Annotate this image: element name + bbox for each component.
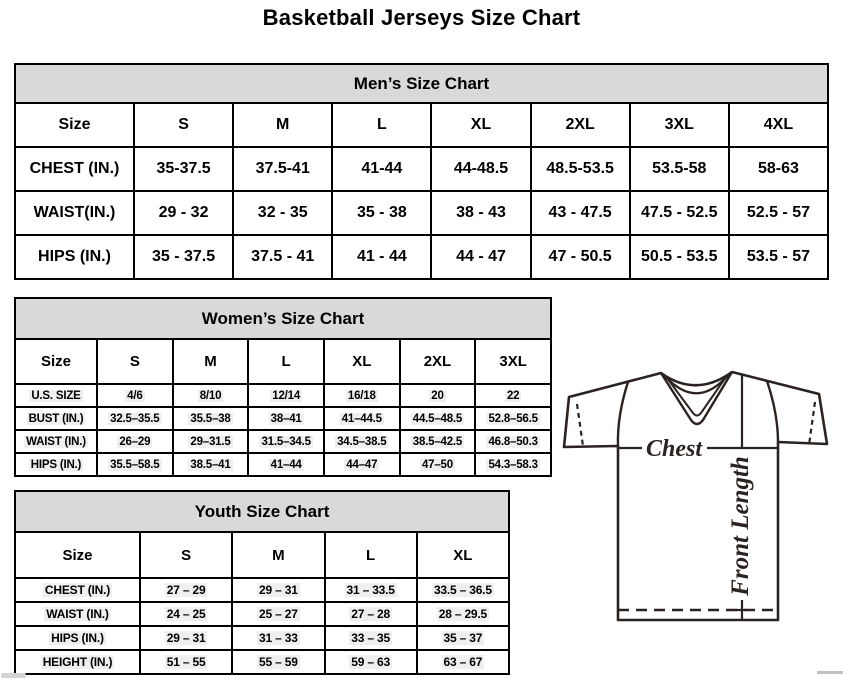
- col-header: L: [332, 103, 431, 147]
- table-row: [15, 384, 551, 407]
- size-cell: 53.5-58: [630, 147, 729, 191]
- size-cell: 63 – 67: [417, 650, 509, 674]
- size-cell: 37.5 - 41: [233, 235, 332, 279]
- size-cell: 48.5-53.5: [531, 147, 630, 191]
- size-cell: 50.5 - 53.5: [630, 235, 729, 279]
- size-cell: 27 – 29: [140, 578, 232, 602]
- size-cell: 33 – 35: [325, 626, 417, 650]
- table-row: [15, 578, 509, 602]
- size-cell: 44–47: [324, 453, 400, 476]
- womens-table-title: Women’s Size Chart: [15, 298, 551, 339]
- size-cell: 25 – 27: [232, 602, 324, 626]
- size-cell: 32.5–35.5: [97, 407, 173, 430]
- collar-back-arc: [664, 374, 729, 393]
- row-label: CHEST (IN.): [15, 147, 134, 191]
- col-header: S: [97, 339, 173, 384]
- size-cell: 44-48.5: [431, 147, 530, 191]
- corner-header: Size: [15, 339, 97, 384]
- size-cell: 41–44.5: [324, 407, 400, 430]
- size-header-row: [15, 103, 828, 147]
- size-cell: 35.5–58.5: [97, 453, 173, 476]
- mens-size-chart-table: [14, 63, 829, 280]
- womens-size-chart-table: [14, 297, 552, 477]
- jersey-outline: [564, 372, 827, 620]
- size-cell: 35.5–38: [173, 407, 249, 430]
- size-cell: 41-44: [332, 147, 431, 191]
- size-cell: 33.5 – 36.5: [417, 578, 509, 602]
- table-row: [15, 191, 828, 235]
- row-label: WAIST(IN.): [15, 191, 134, 235]
- col-header: XL: [417, 532, 509, 578]
- size-cell: 52.5 - 57: [729, 191, 828, 235]
- size-cell: 38 - 43: [431, 191, 530, 235]
- col-header: L: [325, 532, 417, 578]
- row-label: HIPS (IN.): [15, 235, 134, 279]
- size-cell: 4/6: [97, 384, 173, 407]
- col-header: 2XL: [531, 103, 630, 147]
- armhole-seam-left: [618, 382, 628, 446]
- chest-label: Chest: [645, 436, 703, 462]
- size-cell: 31.5–34.5: [248, 430, 324, 453]
- size-cell: 43 - 47.5: [531, 191, 630, 235]
- size-cell: 47 - 50.5: [531, 235, 630, 279]
- size-cell: 27 – 28: [325, 602, 417, 626]
- size-cell: 32 - 35: [233, 191, 332, 235]
- size-cell: 51 – 55: [140, 650, 232, 674]
- front-length-label: Front Length: [727, 456, 754, 596]
- table-row: [15, 626, 509, 650]
- size-cell: 29–31.5: [173, 430, 249, 453]
- youth-table-title: Youth Size Chart: [15, 491, 509, 532]
- row-label: WAIST (IN.): [15, 430, 97, 453]
- page-title: Basketball Jerseys Size Chart: [262, 5, 581, 30]
- size-cell: 54.3–58.3: [475, 453, 551, 476]
- youth-size-chart-table: [14, 490, 510, 675]
- table-row: [15, 453, 551, 476]
- size-cell: 44.5–48.5: [400, 407, 476, 430]
- scrollbar-fragment-right[interactable]: [817, 671, 843, 674]
- mens-table-title: Men’s Size Chart: [15, 64, 828, 103]
- size-cell: 24 – 25: [140, 602, 232, 626]
- cuff-dashed-line-right: [809, 402, 815, 445]
- size-cell: 35 - 38: [332, 191, 431, 235]
- size-cell: 34.5–38.5: [324, 430, 400, 453]
- size-cell: 58-63: [729, 147, 828, 191]
- size-cell: 29 – 31: [140, 626, 232, 650]
- size-cell: 20: [400, 384, 476, 407]
- col-header: M: [233, 103, 332, 147]
- row-label: WAIST (IN.): [15, 602, 140, 626]
- row-label: HIPS (IN.): [15, 453, 97, 476]
- size-cell: 35 – 37: [417, 626, 509, 650]
- size-cell: 16/18: [324, 384, 400, 407]
- size-cell: 29 - 32: [134, 191, 233, 235]
- col-header: M: [173, 339, 249, 384]
- corner-header: Size: [15, 532, 140, 578]
- size-cell: 38–41: [248, 407, 324, 430]
- size-cell: 41 - 44: [332, 235, 431, 279]
- size-cell: 35-37.5: [134, 147, 233, 191]
- size-cell: 37.5-41: [233, 147, 332, 191]
- corner-header: Size: [15, 103, 134, 147]
- col-header: L: [248, 339, 324, 384]
- table-row: [15, 407, 551, 430]
- size-cell: 47.5 - 52.5: [630, 191, 729, 235]
- col-header: 2XL: [400, 339, 476, 384]
- size-cell: 28 – 29.5: [417, 602, 509, 626]
- cuff-dashed-line-left: [577, 404, 583, 446]
- row-label: HEIGHT (IN.): [15, 650, 140, 674]
- size-cell: 38.5–41: [173, 453, 249, 476]
- size-cell: 29 – 31: [232, 578, 324, 602]
- armhole-seam-right: [767, 381, 778, 442]
- row-label: U.S. SIZE: [15, 384, 97, 407]
- size-cell: 35 - 37.5: [134, 235, 233, 279]
- size-cell: 8/10: [173, 384, 249, 407]
- size-header-row: [15, 532, 509, 578]
- row-label: HIPS (IN.): [15, 626, 140, 650]
- table-title-row: [15, 491, 509, 532]
- size-cell: 55 – 59: [232, 650, 324, 674]
- size-cell: 52.8–56.5: [475, 407, 551, 430]
- col-header: M: [232, 532, 324, 578]
- table-row: [15, 430, 551, 453]
- jersey-diagram: [556, 356, 838, 666]
- size-cell: 26–29: [97, 430, 173, 453]
- size-cell: 22: [475, 384, 551, 407]
- row-label: CHEST (IN.): [15, 578, 140, 602]
- size-cell: 44 - 47: [431, 235, 530, 279]
- size-cell: 41–44: [248, 453, 324, 476]
- table-row: [15, 650, 509, 674]
- size-cell: 12/14: [248, 384, 324, 407]
- scrollbar-fragment-left[interactable]: [1, 673, 26, 678]
- col-header: XL: [324, 339, 400, 384]
- col-header: 4XL: [729, 103, 828, 147]
- size-header-row: [15, 339, 551, 384]
- size-cell: 31 – 33.5: [325, 578, 417, 602]
- col-header: 3XL: [630, 103, 729, 147]
- col-header: XL: [431, 103, 530, 147]
- size-cell: 38.5–42.5: [400, 430, 476, 453]
- table-row: [15, 147, 828, 191]
- size-cell: 46.8–50.3: [475, 430, 551, 453]
- size-cell: 47–50: [400, 453, 476, 476]
- col-header: 3XL: [475, 339, 551, 384]
- size-cell: 31 – 33: [232, 626, 324, 650]
- col-header: S: [134, 103, 233, 147]
- size-cell: 53.5 - 57: [729, 235, 828, 279]
- table-title-row: [15, 298, 551, 339]
- table-row: [15, 602, 509, 626]
- size-cell: 59 – 63: [325, 650, 417, 674]
- table-title-row: [15, 64, 828, 103]
- col-header: S: [140, 532, 232, 578]
- row-label: BUST (IN.): [15, 407, 97, 430]
- table-row: [15, 235, 828, 279]
